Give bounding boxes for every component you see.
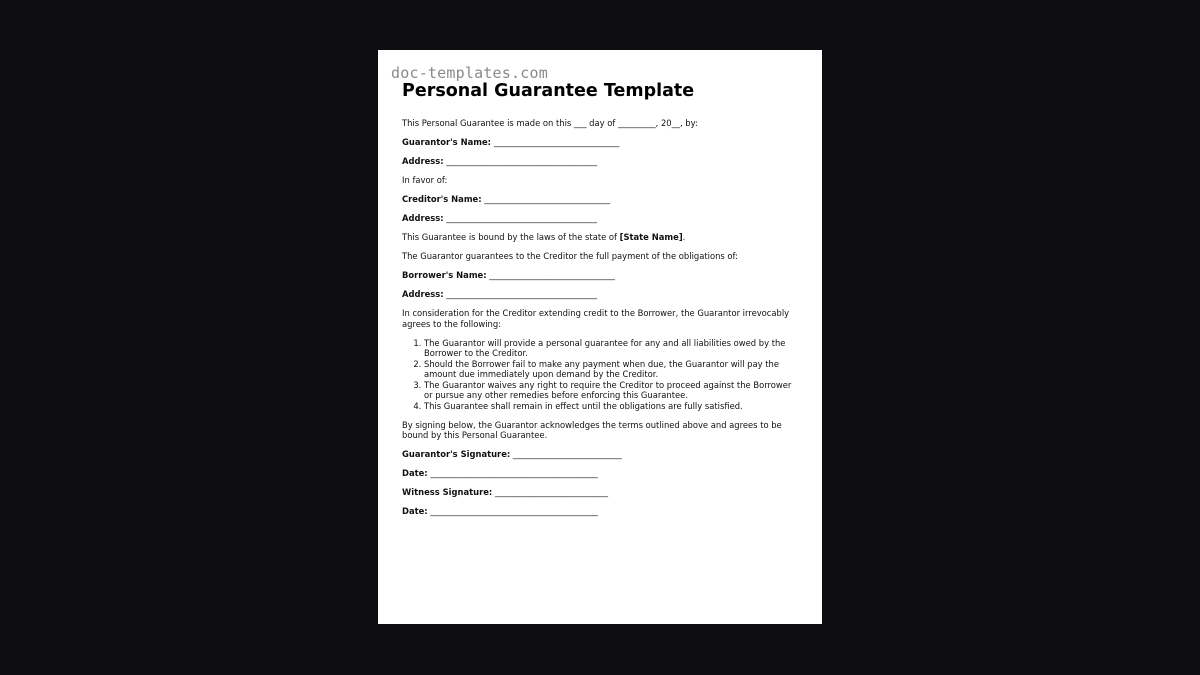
state-name-placeholder: [State Name] [619, 232, 683, 242]
intro-paragraph: This Personal Guarantee is made on this ___ day of _________, 20__, by: [402, 118, 698, 128]
guarantor-name-line: ______________________________ [493, 137, 620, 147]
list-item: 3. The Guarantor waives any right to require the Creditor to proceed against the Borrower or pursue any other remedies before enforcing this Guarantee. [424, 380, 800, 401]
guarantor-signature-line: __________________________ [512, 449, 622, 459]
creditor-name-field [402, 194, 800, 205]
borrower-name-label: Borrower's Name: [402, 270, 487, 280]
guarantor-date-line: ________________________________________ [430, 468, 598, 478]
guarantor-address-line: ____________________________________ [446, 156, 598, 166]
obligations-paragraph: The Guarantor guarantees to the Creditor the full payment of the obligations of: [402, 251, 739, 261]
guarantor-date-field [402, 468, 800, 479]
guarantor-date-label: Date: [402, 468, 428, 478]
watermark: doc-templates.com [391, 64, 548, 82]
borrower-address-field [402, 289, 800, 300]
witness-date-line: ________________________________________ [430, 506, 598, 516]
creditor-address-label: Address: [402, 213, 444, 223]
governing-law-end: . [682, 232, 686, 242]
acknowledgement-paragraph: By signing below, the Guarantor acknowledges the terms outlined above and agrees to be bound by this Personal Guarantee. [402, 419, 782, 440]
creditor-address-line: ____________________________________ [446, 213, 598, 223]
guarantor-signature-field [402, 449, 800, 460]
witness-date-field [402, 506, 800, 517]
in-favor-text: In favor of: [402, 175, 448, 185]
witness-signature-field [402, 487, 800, 498]
document-title: Personal Guarantee Template [402, 81, 695, 101]
borrower-name-line: ______________________________ [489, 270, 615, 280]
list-item: 2. Should the Borrower fail to make any payment when due, the Guarantor will pay the amount due immediately upon demand by the Creditor. [424, 359, 800, 380]
guarantor-name-field [402, 137, 800, 148]
document-content [402, 80, 800, 525]
borrower-address-line: ____________________________________ [446, 289, 598, 299]
witness-date-label: Date: [402, 506, 428, 516]
document-page [378, 50, 822, 624]
guarantor-address-field [402, 156, 800, 167]
list-item: 1. The Guarantor will provide a personal guarantee for any and all liabilities owed by the Borrower to the Creditor. [424, 338, 800, 359]
witness-signature-label: Witness Signature: [402, 487, 493, 497]
governing-law-paragraph [402, 232, 800, 243]
borrower-name-field [402, 270, 800, 281]
borrower-address-label: Address: [402, 289, 444, 299]
guarantor-name-label: Guarantor's Name: [402, 137, 492, 147]
creditor-name-line: ______________________________ [484, 194, 610, 204]
consideration-paragraph: In consideration for the Creditor extending credit to the Borrower, the Guarantor irrevocably agrees to the following: [402, 308, 790, 329]
terms-list [402, 338, 800, 412]
governing-law-text: This Guarantee is bound by the laws of the state of [402, 232, 620, 242]
guarantor-address-label: Address: [402, 156, 444, 166]
guarantor-signature-label: Guarantor's Signature: [402, 449, 511, 459]
creditor-name-label: Creditor's Name: [402, 194, 482, 204]
witness-signature-line: ___________________________ [494, 487, 609, 497]
creditor-address-field [402, 213, 800, 224]
list-item: 4. This Guarantee shall remain in effect until the obligations are fully satisfied. [424, 401, 800, 412]
